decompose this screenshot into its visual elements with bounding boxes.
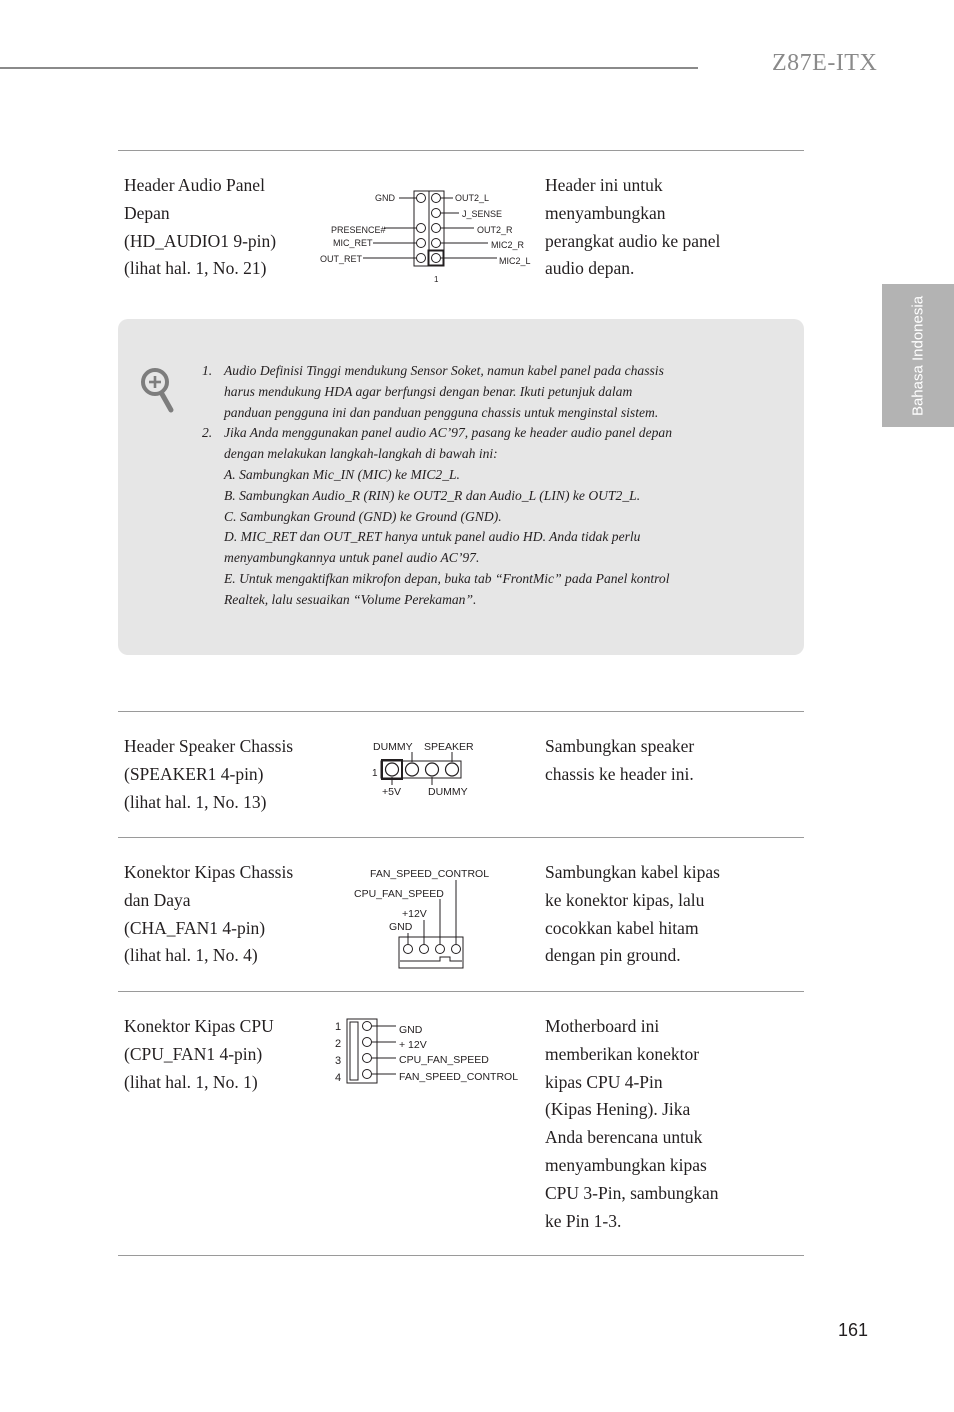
page-number: 161 bbox=[838, 1320, 869, 1340]
pin-label-out2-l: OUT2_L bbox=[455, 193, 490, 203]
desc-line: audio depan. bbox=[545, 258, 635, 279]
note-line: A. Sambungkan Mic_IN (MIC) ke MIC2_L. bbox=[224, 466, 460, 482]
cha-fan-description bbox=[124, 859, 293, 970]
desc-line: Header Audio Panel bbox=[124, 175, 265, 195]
desc-line: (CHA_FAN1 4-pin) bbox=[124, 917, 266, 938]
pin-label-plus5v: +5V bbox=[382, 786, 401, 798]
pin-label-out2-r: OUT2_R bbox=[477, 225, 513, 235]
pin-label-out-ret: OUT_RET bbox=[320, 254, 363, 264]
desc-line: ke konektor kipas, lalu bbox=[545, 889, 705, 910]
pin-label-cpu-fan-speed: CPU_FAN_SPEED bbox=[399, 1054, 489, 1066]
section-rule bbox=[118, 837, 804, 838]
note-line: menyambungkannya untuk panel audio AC’97. bbox=[224, 550, 480, 566]
pin-number: 3 bbox=[335, 1055, 342, 1067]
note-item bbox=[202, 361, 742, 423]
cha-fan-instructions bbox=[545, 859, 720, 970]
desc-line: Konektor Kipas CPU bbox=[124, 1016, 274, 1036]
audio-header-description bbox=[124, 172, 276, 283]
header-rule bbox=[0, 67, 698, 69]
desc-line: perangkat audio ke panel bbox=[545, 230, 721, 251]
desc-line: Motherboard ini bbox=[545, 1016, 660, 1036]
desc-line: Anda berencana untuk bbox=[545, 1127, 703, 1148]
pin-one-marker: 1 bbox=[434, 275, 439, 284]
desc-line: (lihat hal. 1, No. 1) bbox=[124, 1071, 258, 1092]
desc-line: Konektor Kipas Chassis bbox=[124, 862, 294, 882]
magnifier-icon bbox=[139, 366, 177, 421]
desc-line: (Kipas Hening). Jika bbox=[545, 1099, 691, 1120]
desc-line: (lihat hal. 1, No. 21) bbox=[124, 258, 267, 279]
note-line: Realtek, lalu sesuaikan “Volume Perekaman”. bbox=[224, 591, 477, 607]
desc-line: chassis ke header ini. bbox=[545, 763, 694, 784]
desc-line: Header ini untuk bbox=[545, 175, 663, 195]
desc-line: (lihat hal. 1, No. 4) bbox=[124, 945, 258, 966]
pin-label-mic2-r: MIC2_R bbox=[491, 240, 525, 250]
note-line: Audio Definisi Tinggi mendukung Sensor Soket, namun kabel panel pada chassis bbox=[224, 363, 664, 378]
pin-one-marker: 1 bbox=[372, 768, 378, 779]
section-rule bbox=[118, 1255, 804, 1256]
section-rule bbox=[118, 711, 804, 712]
pin-label-cpu-fan-speed: CPU_FAN_SPEED bbox=[354, 888, 444, 900]
desc-line: Depan bbox=[124, 202, 170, 223]
cha-fan-diagram bbox=[350, 862, 510, 977]
pin-label-fan-speed-control: FAN_SPEED_CONTROL bbox=[399, 1071, 519, 1083]
note-line: B. Sambungkan Audio_R (RIN) ke OUT2_R dan Audio_L (LIN) ke OUT2_L. bbox=[224, 487, 641, 503]
pin-number: 1 bbox=[335, 1021, 342, 1033]
section-rule bbox=[118, 150, 804, 151]
desc-line: (CPU_FAN1 4-pin) bbox=[124, 1043, 263, 1064]
note-line: C. Sambungkan Ground (GND) ke Ground (GND). bbox=[224, 508, 502, 524]
model-title: Z87E-ITX bbox=[772, 50, 878, 76]
desc-line: menyambungkan kipas bbox=[545, 1154, 707, 1175]
desc-line: kipas CPU 4-Pin bbox=[545, 1071, 663, 1092]
cpu-fan-instructions bbox=[545, 1013, 719, 1235]
speaker-header-description bbox=[124, 733, 293, 816]
pin-label-fan-speed-control: FAN_SPEED_CONTROL bbox=[370, 868, 490, 880]
pin-number: 4 bbox=[335, 1072, 342, 1084]
pin-label-gnd: GND bbox=[389, 921, 413, 933]
pin-label-mic2-l: MIC2_L bbox=[499, 256, 531, 266]
desc-line: (lihat hal. 1, No. 13) bbox=[124, 791, 267, 812]
speaker-header-diagram bbox=[366, 738, 496, 805]
speaker-header-instructions bbox=[545, 733, 694, 789]
pin-label-gnd: GND bbox=[399, 1024, 423, 1036]
note-item-number: 1. bbox=[202, 363, 213, 378]
desc-line: CPU 3-Pin, sambungkan bbox=[545, 1182, 719, 1203]
desc-line: (SPEAKER1 4-pin) bbox=[124, 763, 264, 784]
note-line: D. MIC_RET dan OUT_RET hanya untuk panel audio HD. Anda tidak perlu bbox=[224, 529, 641, 545]
pin-label-speaker: SPEAKER bbox=[424, 741, 474, 753]
pin-label-plus12v: +12V bbox=[402, 908, 427, 920]
pin-label-presence: PRESENCE# bbox=[331, 225, 386, 235]
audio-header-diagram bbox=[314, 186, 539, 295]
section-rule bbox=[118, 991, 804, 992]
note-item bbox=[202, 423, 742, 610]
note-line: panduan pengguna ini dan panduan pengguna chassis untuk menginstal sistem. bbox=[224, 404, 659, 420]
desc-line: cocokkan kabel hitam bbox=[545, 917, 699, 938]
desc-line: ke Pin 1-3. bbox=[545, 1210, 622, 1231]
pin-label-dummy-top: DUMMY bbox=[373, 741, 413, 753]
note-line: dengan melakukan langkah-langkah di bawah ini: bbox=[224, 446, 498, 462]
pin-label-mic-ret: MIC_RET bbox=[333, 238, 373, 248]
note-line: harus mendukung HDA agar berfungsi dengan benar. Ikuti petunjuk dalam bbox=[224, 383, 633, 399]
note-line: E. Untuk mengaktifkan mikrofon depan, buka tab “FrontMic” pada Panel kontrol bbox=[224, 570, 670, 586]
pin-label-dummy-bottom: DUMMY bbox=[428, 786, 468, 798]
language-side-tab bbox=[882, 284, 954, 427]
pin-label-j-sense: J_SENSE bbox=[462, 209, 503, 219]
pin-label-plus12v: + 12V bbox=[399, 1039, 427, 1051]
note-line: Jika Anda menggunakan panel audio AC’97, pasang ke header audio panel depan bbox=[224, 425, 673, 441]
desc-line: Sambungkan speaker bbox=[545, 736, 695, 756]
note-list bbox=[202, 361, 742, 611]
desc-line: dan Daya bbox=[124, 889, 191, 910]
desc-line: menyambungkan bbox=[545, 202, 666, 223]
desc-line: dengan pin ground. bbox=[545, 945, 681, 966]
cpu-fan-description bbox=[124, 1013, 274, 1096]
desc-line: (HD_AUDIO1 9-pin) bbox=[124, 230, 277, 251]
desc-line: memberikan konektor bbox=[545, 1043, 700, 1064]
pin-number: 2 bbox=[335, 1038, 342, 1050]
language-side-tab-label: Bahasa Indonesia bbox=[909, 295, 927, 416]
cpu-fan-diagram bbox=[330, 1016, 530, 1093]
audio-header-instructions bbox=[545, 172, 720, 283]
pin-label-gnd: GND bbox=[375, 193, 395, 203]
desc-line: Sambungkan kabel kipas bbox=[545, 862, 720, 882]
desc-line: Header Speaker Chassis bbox=[124, 736, 294, 756]
note-item-number: 2. bbox=[202, 425, 213, 441]
